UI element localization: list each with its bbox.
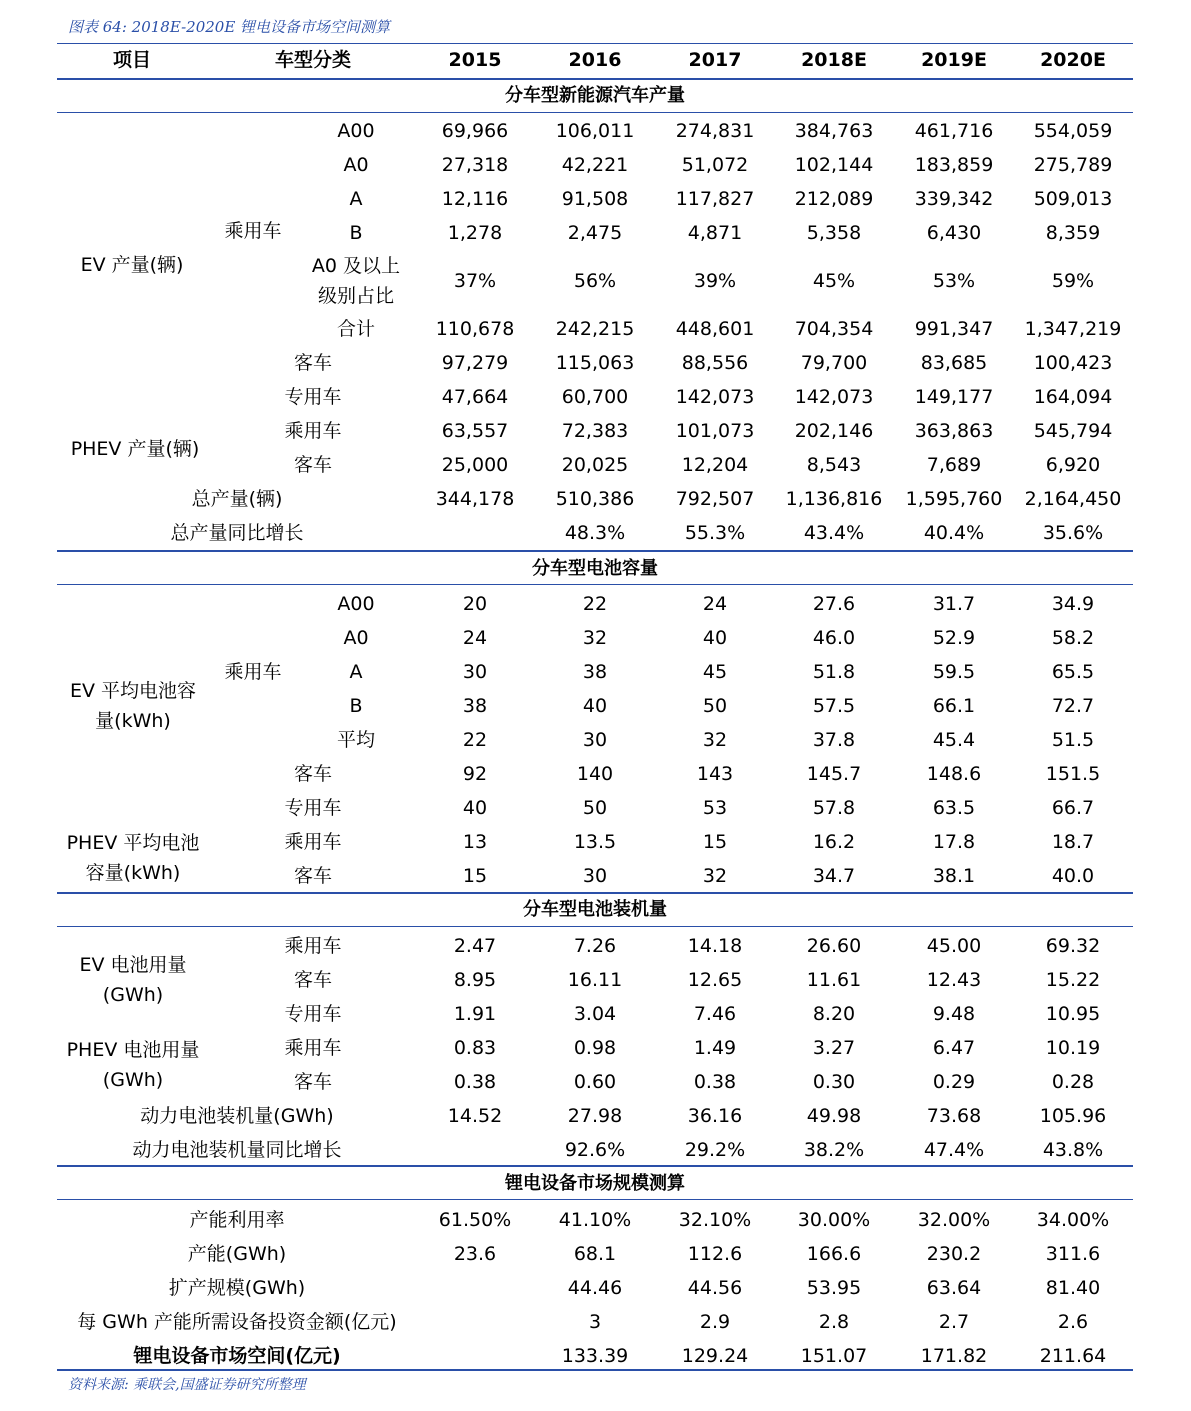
table-value: 46.0 <box>812 627 856 649</box>
table-value: 55.3% <box>684 522 746 544</box>
table-value: 40 <box>702 627 728 649</box>
table-value: 14.52 <box>447 1105 503 1127</box>
table-value: 509,013 <box>1033 188 1113 210</box>
table-value: 384,763 <box>794 120 874 142</box>
table-value: 66.1 <box>932 695 976 717</box>
table-value: 1,595,760 <box>905 488 1003 510</box>
table-rule <box>57 584 1133 585</box>
table-value: 69.32 <box>1045 935 1101 957</box>
row-label: A <box>349 188 363 210</box>
group-label: PHEV 平均电池 容量(kWh) <box>66 832 200 884</box>
table-value: 339,342 <box>914 188 994 210</box>
table-value: 38 <box>462 695 488 717</box>
table-value: 29.2% <box>684 1139 746 1161</box>
row-label: 专用车 <box>284 1003 342 1025</box>
row-label: 扩产规模(GWh) <box>168 1277 306 1299</box>
table-value: 97,279 <box>441 352 509 374</box>
table-value: 14.18 <box>687 935 743 957</box>
table-value: 5,358 <box>806 222 862 244</box>
table-value: 63,557 <box>441 420 509 442</box>
row-label: 产能利用率 <box>189 1209 285 1231</box>
row-label: A0 及以上 级别占比 <box>311 255 401 307</box>
table-value: 18.7 <box>1051 831 1095 853</box>
table-value: 22 <box>462 729 488 751</box>
header-year: 2016 <box>568 49 622 71</box>
table-value: 69,966 <box>441 120 509 142</box>
table-value: 39% <box>693 270 737 292</box>
source-note: 资料来源: 乘联会,国盛证券研究所整理 <box>68 1377 306 1393</box>
table-value: 26.60 <box>806 935 862 957</box>
row-label: 客车 <box>293 454 333 476</box>
table-value: 6.47 <box>932 1037 976 1059</box>
table-value: 0.83 <box>453 1037 497 1059</box>
table-value: 171.82 <box>920 1345 988 1367</box>
table-value: 58.2 <box>1051 627 1095 649</box>
table-value: 15 <box>702 831 728 853</box>
table-value: 230.2 <box>926 1243 982 1265</box>
table-value: 66.7 <box>1051 797 1095 819</box>
table-value: 83,685 <box>920 352 988 374</box>
table-value: 183,859 <box>914 154 994 176</box>
table-value: 166.6 <box>806 1243 862 1265</box>
row-label: 动力电池装机量同比增长 <box>132 1139 342 1161</box>
table-value: 45 <box>702 661 728 683</box>
table-value: 274,831 <box>675 120 755 142</box>
row-label: 平均 <box>336 729 376 751</box>
table-value: 13 <box>462 831 488 853</box>
table-value: 43.4% <box>803 522 865 544</box>
table-value: 12.43 <box>926 969 982 991</box>
table-value: 2,164,450 <box>1024 488 1122 510</box>
row-label: 合计 <box>336 318 376 340</box>
table-value: 12,204 <box>681 454 749 476</box>
table-value: 100,423 <box>1033 352 1113 374</box>
table-value: 0.38 <box>693 1071 737 1093</box>
table-value: 0.28 <box>1051 1071 1095 1093</box>
table-value: 3.27 <box>812 1037 856 1059</box>
row-label: A00 <box>337 120 375 142</box>
table-value: 92.6% <box>564 1139 626 1161</box>
table-value: 44.46 <box>567 1277 623 1299</box>
table-value: 23.6 <box>453 1243 497 1265</box>
group-label: PHEV 电池用量 (GWh) <box>66 1039 200 1091</box>
table-value: 145.7 <box>806 763 862 785</box>
table-value: 1,278 <box>447 222 503 244</box>
row-label: 总产量同比增长 <box>170 522 304 544</box>
table-value: 63.64 <box>926 1277 982 1299</box>
section-title: 分车型新能源汽车产量 <box>505 85 685 106</box>
table-value: 6,920 <box>1045 454 1101 476</box>
table-value: 1,136,816 <box>785 488 883 510</box>
table-value: 8.95 <box>453 969 497 991</box>
table-value: 164,094 <box>1033 386 1113 408</box>
row-label: 动力电池装机量(GWh) <box>140 1105 334 1127</box>
table-value: 20 <box>462 593 488 615</box>
row-label: 客车 <box>293 352 333 374</box>
table-value: 2,475 <box>567 222 623 244</box>
table-rule <box>57 43 1133 44</box>
row-label: 客车 <box>293 763 333 785</box>
table-value: 65.5 <box>1051 661 1095 683</box>
table-value: 43.8% <box>1042 1139 1104 1161</box>
row-label: 乘用车 <box>284 1037 342 1059</box>
table-value: 30 <box>462 661 488 683</box>
table-value: 32 <box>702 729 728 751</box>
table-value: 38.2% <box>803 1139 865 1161</box>
table-value: 63.5 <box>932 797 976 819</box>
table-value: 50 <box>582 797 608 819</box>
table-value: 1.49 <box>693 1037 737 1059</box>
table-value: 8,543 <box>806 454 862 476</box>
table-value: 105.96 <box>1039 1105 1107 1127</box>
table-value: 106,011 <box>555 120 635 142</box>
table-value: 363,863 <box>914 420 994 442</box>
table-value: 27.6 <box>812 593 856 615</box>
table-value: 461,716 <box>914 120 994 142</box>
row-label: 每 GWh 产能所需设备投资金额(亿元) <box>77 1311 397 1333</box>
table-value: 0.30 <box>812 1071 856 1093</box>
table-value: 30.00% <box>797 1209 871 1231</box>
table-value: 0.98 <box>573 1037 617 1059</box>
header-year: 2017 <box>688 49 742 71</box>
table-value: 37% <box>453 270 497 292</box>
table-value: 24 <box>462 627 488 649</box>
table-value: 15.22 <box>1045 969 1101 991</box>
table-value: 51.5 <box>1051 729 1095 751</box>
table-value: 143 <box>696 763 734 785</box>
table-value: 25,000 <box>441 454 509 476</box>
table-value: 59% <box>1051 270 1095 292</box>
table-value: 32 <box>582 627 608 649</box>
section-title: 锂电设备市场规模测算 <box>505 1173 685 1194</box>
table-value: 4,871 <box>687 222 743 244</box>
table-value: 10.19 <box>1045 1037 1101 1059</box>
table-value: 32.00% <box>917 1209 991 1231</box>
table-value: 510,386 <box>555 488 635 510</box>
table-value: 9.48 <box>932 1003 976 1025</box>
table-value: 38.1 <box>932 865 976 887</box>
table-value: 1,347,219 <box>1024 318 1122 340</box>
table-value: 79,700 <box>800 352 868 374</box>
group-label: 乘用车 <box>224 661 282 683</box>
table-value: 7,689 <box>926 454 982 476</box>
table-value: 2.8 <box>818 1311 850 1333</box>
header-type: 车型分类 <box>274 49 352 71</box>
table-value: 242,215 <box>555 318 635 340</box>
row-label: 乘用车 <box>284 420 342 442</box>
table-value: 151.5 <box>1045 763 1101 785</box>
table-value: 72,383 <box>561 420 629 442</box>
table-rule <box>57 1369 1133 1371</box>
row-label: A00 <box>337 593 375 615</box>
table-value: 38 <box>582 661 608 683</box>
table-value: 2.7 <box>938 1311 970 1333</box>
table-value: 16.11 <box>567 969 623 991</box>
table-value: 40.0 <box>1051 865 1095 887</box>
table-value: 2.9 <box>699 1311 731 1333</box>
table-value: 45% <box>812 270 856 292</box>
table-value: 151.07 <box>800 1345 868 1367</box>
table-value: 53 <box>702 797 728 819</box>
table-value: 30 <box>582 729 608 751</box>
row-label: 客车 <box>293 969 333 991</box>
table-value: 56% <box>573 270 617 292</box>
table-value: 59.5 <box>932 661 976 683</box>
row-label: B <box>349 695 363 717</box>
table-value: 792,507 <box>675 488 755 510</box>
table-value: 2.47 <box>453 935 497 957</box>
table-value: 52.9 <box>932 627 976 649</box>
table-value: 72.7 <box>1051 695 1095 717</box>
table-value: 212,089 <box>794 188 874 210</box>
table-value: 1.91 <box>453 1003 497 1025</box>
table-value: 34.00% <box>1036 1209 1110 1231</box>
table-value: 102,144 <box>794 154 874 176</box>
header-year: 2018E <box>801 49 867 71</box>
figure-caption: 图表 64: 2018E-2020E 锂电设备市场空间测算 <box>68 18 391 36</box>
row-label: 乘用车 <box>284 935 342 957</box>
table-value: 88,556 <box>681 352 749 374</box>
table-value: 202,146 <box>794 420 874 442</box>
row-label: A0 <box>343 154 369 176</box>
table-value: 40.4% <box>923 522 985 544</box>
table-value: 32.10% <box>678 1209 752 1231</box>
group-label: 乘用车 <box>224 220 282 242</box>
table-value: 7.26 <box>573 935 617 957</box>
table-value: 6,430 <box>926 222 982 244</box>
table-rule <box>57 1165 1133 1167</box>
table-value: 45.4 <box>932 729 976 751</box>
table-value: 61.50% <box>438 1209 512 1231</box>
table-rule <box>57 550 1133 552</box>
table-value: 8,359 <box>1045 222 1101 244</box>
row-label: 客车 <box>293 865 333 887</box>
table-value: 57.8 <box>812 797 856 819</box>
section-title: 分车型电池容量 <box>532 558 658 579</box>
table-value: 7.46 <box>693 1003 737 1025</box>
table-value: 20,025 <box>561 454 629 476</box>
table-value: 448,601 <box>675 318 755 340</box>
table-value: 545,794 <box>1033 420 1113 442</box>
table-value: 344,178 <box>435 488 515 510</box>
table-value: 32 <box>702 865 728 887</box>
group-label: EV 平均电池容 量(kWh) <box>69 680 197 732</box>
row-label: 客车 <box>293 1071 333 1093</box>
table-value: 133.39 <box>561 1345 629 1367</box>
header-year: 2019E <box>921 49 987 71</box>
table-value: 22 <box>582 593 608 615</box>
group-label: PHEV 产量(辆) <box>70 438 200 460</box>
table-value: 2.6 <box>1057 1311 1089 1333</box>
table-value: 47,664 <box>441 386 509 408</box>
table-value: 91,508 <box>561 188 629 210</box>
table-value: 60,700 <box>561 386 629 408</box>
table-value: 148.6 <box>926 763 982 785</box>
section-title: 分车型电池装机量 <box>523 899 667 920</box>
table-value: 129.24 <box>681 1345 749 1367</box>
table-value: 42,221 <box>561 154 629 176</box>
table-value: 991,347 <box>914 318 994 340</box>
table-value: 51.8 <box>812 661 856 683</box>
table-value: 24 <box>702 593 728 615</box>
table-value: 10.95 <box>1045 1003 1101 1025</box>
table-value: 142,073 <box>675 386 755 408</box>
group-label: EV 产量(辆) <box>80 254 184 276</box>
table-value: 112.6 <box>687 1243 743 1265</box>
table-value: 0.60 <box>573 1071 617 1093</box>
table-value: 101,073 <box>675 420 755 442</box>
table-value: 81.40 <box>1045 1277 1101 1299</box>
table-rule <box>57 926 1133 927</box>
table-value: 27.98 <box>567 1105 623 1127</box>
row-label: 总产量(辆) <box>191 488 283 510</box>
table-value: 16.2 <box>812 831 856 853</box>
table-value: 31.7 <box>932 593 976 615</box>
table-value: 40 <box>582 695 608 717</box>
table-value: 142,073 <box>794 386 874 408</box>
table-value: 554,059 <box>1033 120 1113 142</box>
table-value: 12,116 <box>441 188 509 210</box>
table-value: 34.7 <box>812 865 856 887</box>
table-value: 68.1 <box>573 1243 617 1265</box>
table-value: 110,678 <box>435 318 515 340</box>
table-value: 704,354 <box>794 318 874 340</box>
table-rule <box>57 892 1133 894</box>
table-value: 30 <box>582 865 608 887</box>
row-label: B <box>349 222 363 244</box>
table-rule <box>57 112 1133 113</box>
header-year: 2015 <box>448 49 502 71</box>
table-value: 73.68 <box>926 1105 982 1127</box>
table-value: 49.98 <box>806 1105 862 1127</box>
table-value: 53% <box>932 270 976 292</box>
table-value: 3.04 <box>573 1003 617 1025</box>
table-value: 34.9 <box>1051 593 1095 615</box>
table-value: 47.4% <box>923 1139 985 1161</box>
table-value: 40 <box>462 797 488 819</box>
row-label: 乘用车 <box>284 831 342 853</box>
table-value: 12.65 <box>687 969 743 991</box>
table-value: 51,072 <box>681 154 749 176</box>
table-value: 211.64 <box>1039 1345 1107 1367</box>
table-rule <box>57 1199 1133 1200</box>
table-value: 115,063 <box>555 352 635 374</box>
header-year: 2020E <box>1040 49 1106 71</box>
table-value: 50 <box>702 695 728 717</box>
table-value: 149,177 <box>914 386 994 408</box>
table-value: 36.16 <box>687 1105 743 1127</box>
table-value: 3 <box>588 1311 602 1333</box>
table-value: 13.5 <box>573 831 617 853</box>
table-value: 140 <box>576 763 614 785</box>
table-value: 45.00 <box>926 935 982 957</box>
header-item: 项目 <box>112 49 152 71</box>
table-value: 275,789 <box>1033 154 1113 176</box>
table-value: 17.8 <box>932 831 976 853</box>
table-value: 48.3% <box>564 522 626 544</box>
table-rule <box>57 78 1133 80</box>
table-value: 53.95 <box>806 1277 862 1299</box>
table-value: 44.56 <box>687 1277 743 1299</box>
table-value: 92 <box>462 763 488 785</box>
table-value: 37.8 <box>812 729 856 751</box>
table-value: 8.20 <box>812 1003 856 1025</box>
table-value: 0.29 <box>932 1071 976 1093</box>
table-value: 117,827 <box>675 188 755 210</box>
table-value: 41.10% <box>558 1209 632 1231</box>
table-value: 311.6 <box>1045 1243 1101 1265</box>
table-value: 11.61 <box>806 969 862 991</box>
table-value: 35.6% <box>1042 522 1104 544</box>
group-label: EV 电池用量 (GWh) <box>79 954 187 1006</box>
row-label: A0 <box>343 627 369 649</box>
table-value: 15 <box>462 865 488 887</box>
table-value: 27,318 <box>441 154 509 176</box>
table-value: 57.5 <box>812 695 856 717</box>
row-label: 专用车 <box>284 797 342 819</box>
row-label: 产能(GWh) <box>187 1243 287 1265</box>
row-label: 专用车 <box>284 386 342 408</box>
row-label: 锂电设备市场空间(亿元) <box>133 1345 341 1367</box>
row-label: A <box>349 661 363 683</box>
table-value: 0.38 <box>453 1071 497 1093</box>
